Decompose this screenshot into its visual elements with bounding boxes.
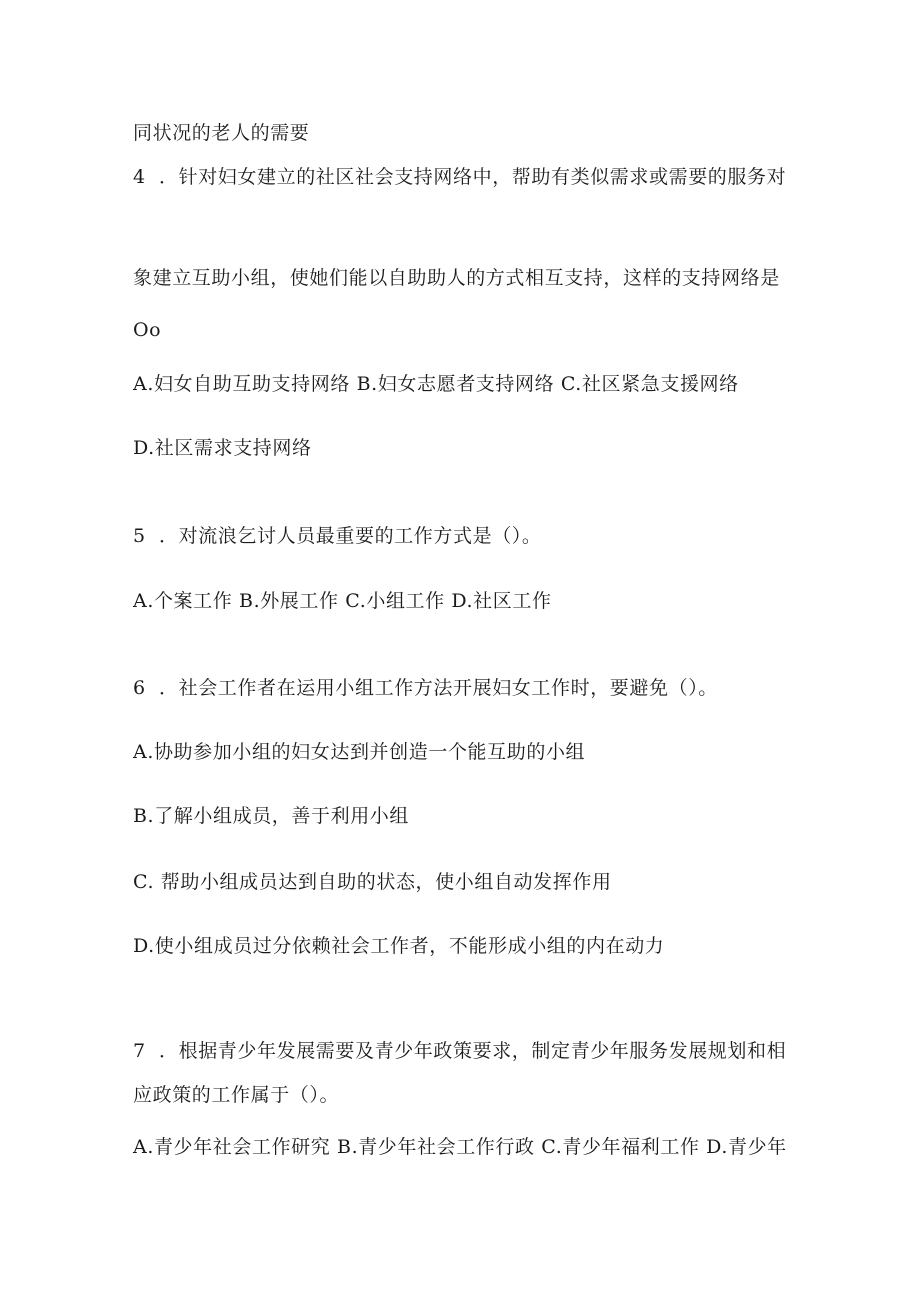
text-line bbox=[133, 1083, 339, 1107]
line-text: ． bbox=[159, 525, 179, 547]
line-text: A.协助参加小组的妇女达到并创造一个能互助的小组 bbox=[133, 741, 586, 763]
question-7-title bbox=[133, 1039, 786, 1063]
text-line bbox=[133, 266, 780, 290]
line-text: 社会工作者在运用小组工作方法开展妇女工作时，要避免（）。 bbox=[178, 677, 718, 699]
question-number: 7 bbox=[133, 1040, 146, 1062]
text-line bbox=[133, 121, 309, 145]
line-text: D.使小组成员过分依赖社会工作者，不能形成小组的内在动力 bbox=[133, 935, 665, 957]
question-number: 5 bbox=[133, 525, 146, 547]
answer-options bbox=[133, 372, 739, 396]
answer-options bbox=[133, 589, 552, 613]
answer-option bbox=[133, 804, 409, 828]
line-text: ． bbox=[159, 1040, 179, 1062]
question-6-title bbox=[133, 676, 718, 700]
line-text: 象建立互助小组，使她们能以自助助人的方式相互支持，这样的支持网络是 bbox=[133, 267, 780, 289]
question-4-title bbox=[133, 165, 786, 189]
text-line bbox=[133, 318, 161, 342]
question-5-title bbox=[133, 524, 542, 548]
answer-option bbox=[133, 740, 585, 764]
answer-options bbox=[133, 1135, 787, 1159]
question-number: 4 bbox=[133, 166, 146, 188]
answer-options bbox=[133, 436, 312, 460]
line-text: A.妇女自助互助支持网络 B.妇女志愿者支持网络 C.社区紧急支援网络 bbox=[133, 373, 739, 395]
line-text: 对流浪乞讨人员最重要的工作方式是（）。 bbox=[178, 525, 542, 547]
line-text: A.个案工作 B.外展工作 C.小组工作 D.社区工作 bbox=[133, 590, 552, 612]
line-text: D.社区需求支持网络 bbox=[133, 437, 312, 459]
line-text: ． bbox=[159, 166, 179, 188]
line-text: A.青少年社会工作研究 B.青少年社会工作行政 C.青少年福利工作 D.青少年 bbox=[133, 1136, 787, 1158]
line-text: B.了解小组成员，善于利用小组 bbox=[133, 805, 410, 827]
line-text: 根据青少年发展需要及青少年政策要求，制定青少年服务发展规划和相 bbox=[178, 1040, 787, 1062]
line-text: 同状况的老人的需要 bbox=[133, 122, 310, 144]
line-text: 针对妇女建立的社区社会支持网络中，帮助有类似需求或需要的服务对 bbox=[178, 166, 787, 188]
answer-option bbox=[133, 870, 612, 894]
answer-option bbox=[133, 934, 664, 958]
line-text: ． bbox=[159, 677, 179, 699]
question-number: 6 bbox=[133, 677, 146, 699]
line-text: 应政策的工作属于（）。 bbox=[133, 1084, 340, 1106]
line-text: C. 帮助小组成员达到自助的状态，使小组自动发挥作用 bbox=[133, 871, 612, 893]
line-text: Oo bbox=[133, 319, 162, 341]
